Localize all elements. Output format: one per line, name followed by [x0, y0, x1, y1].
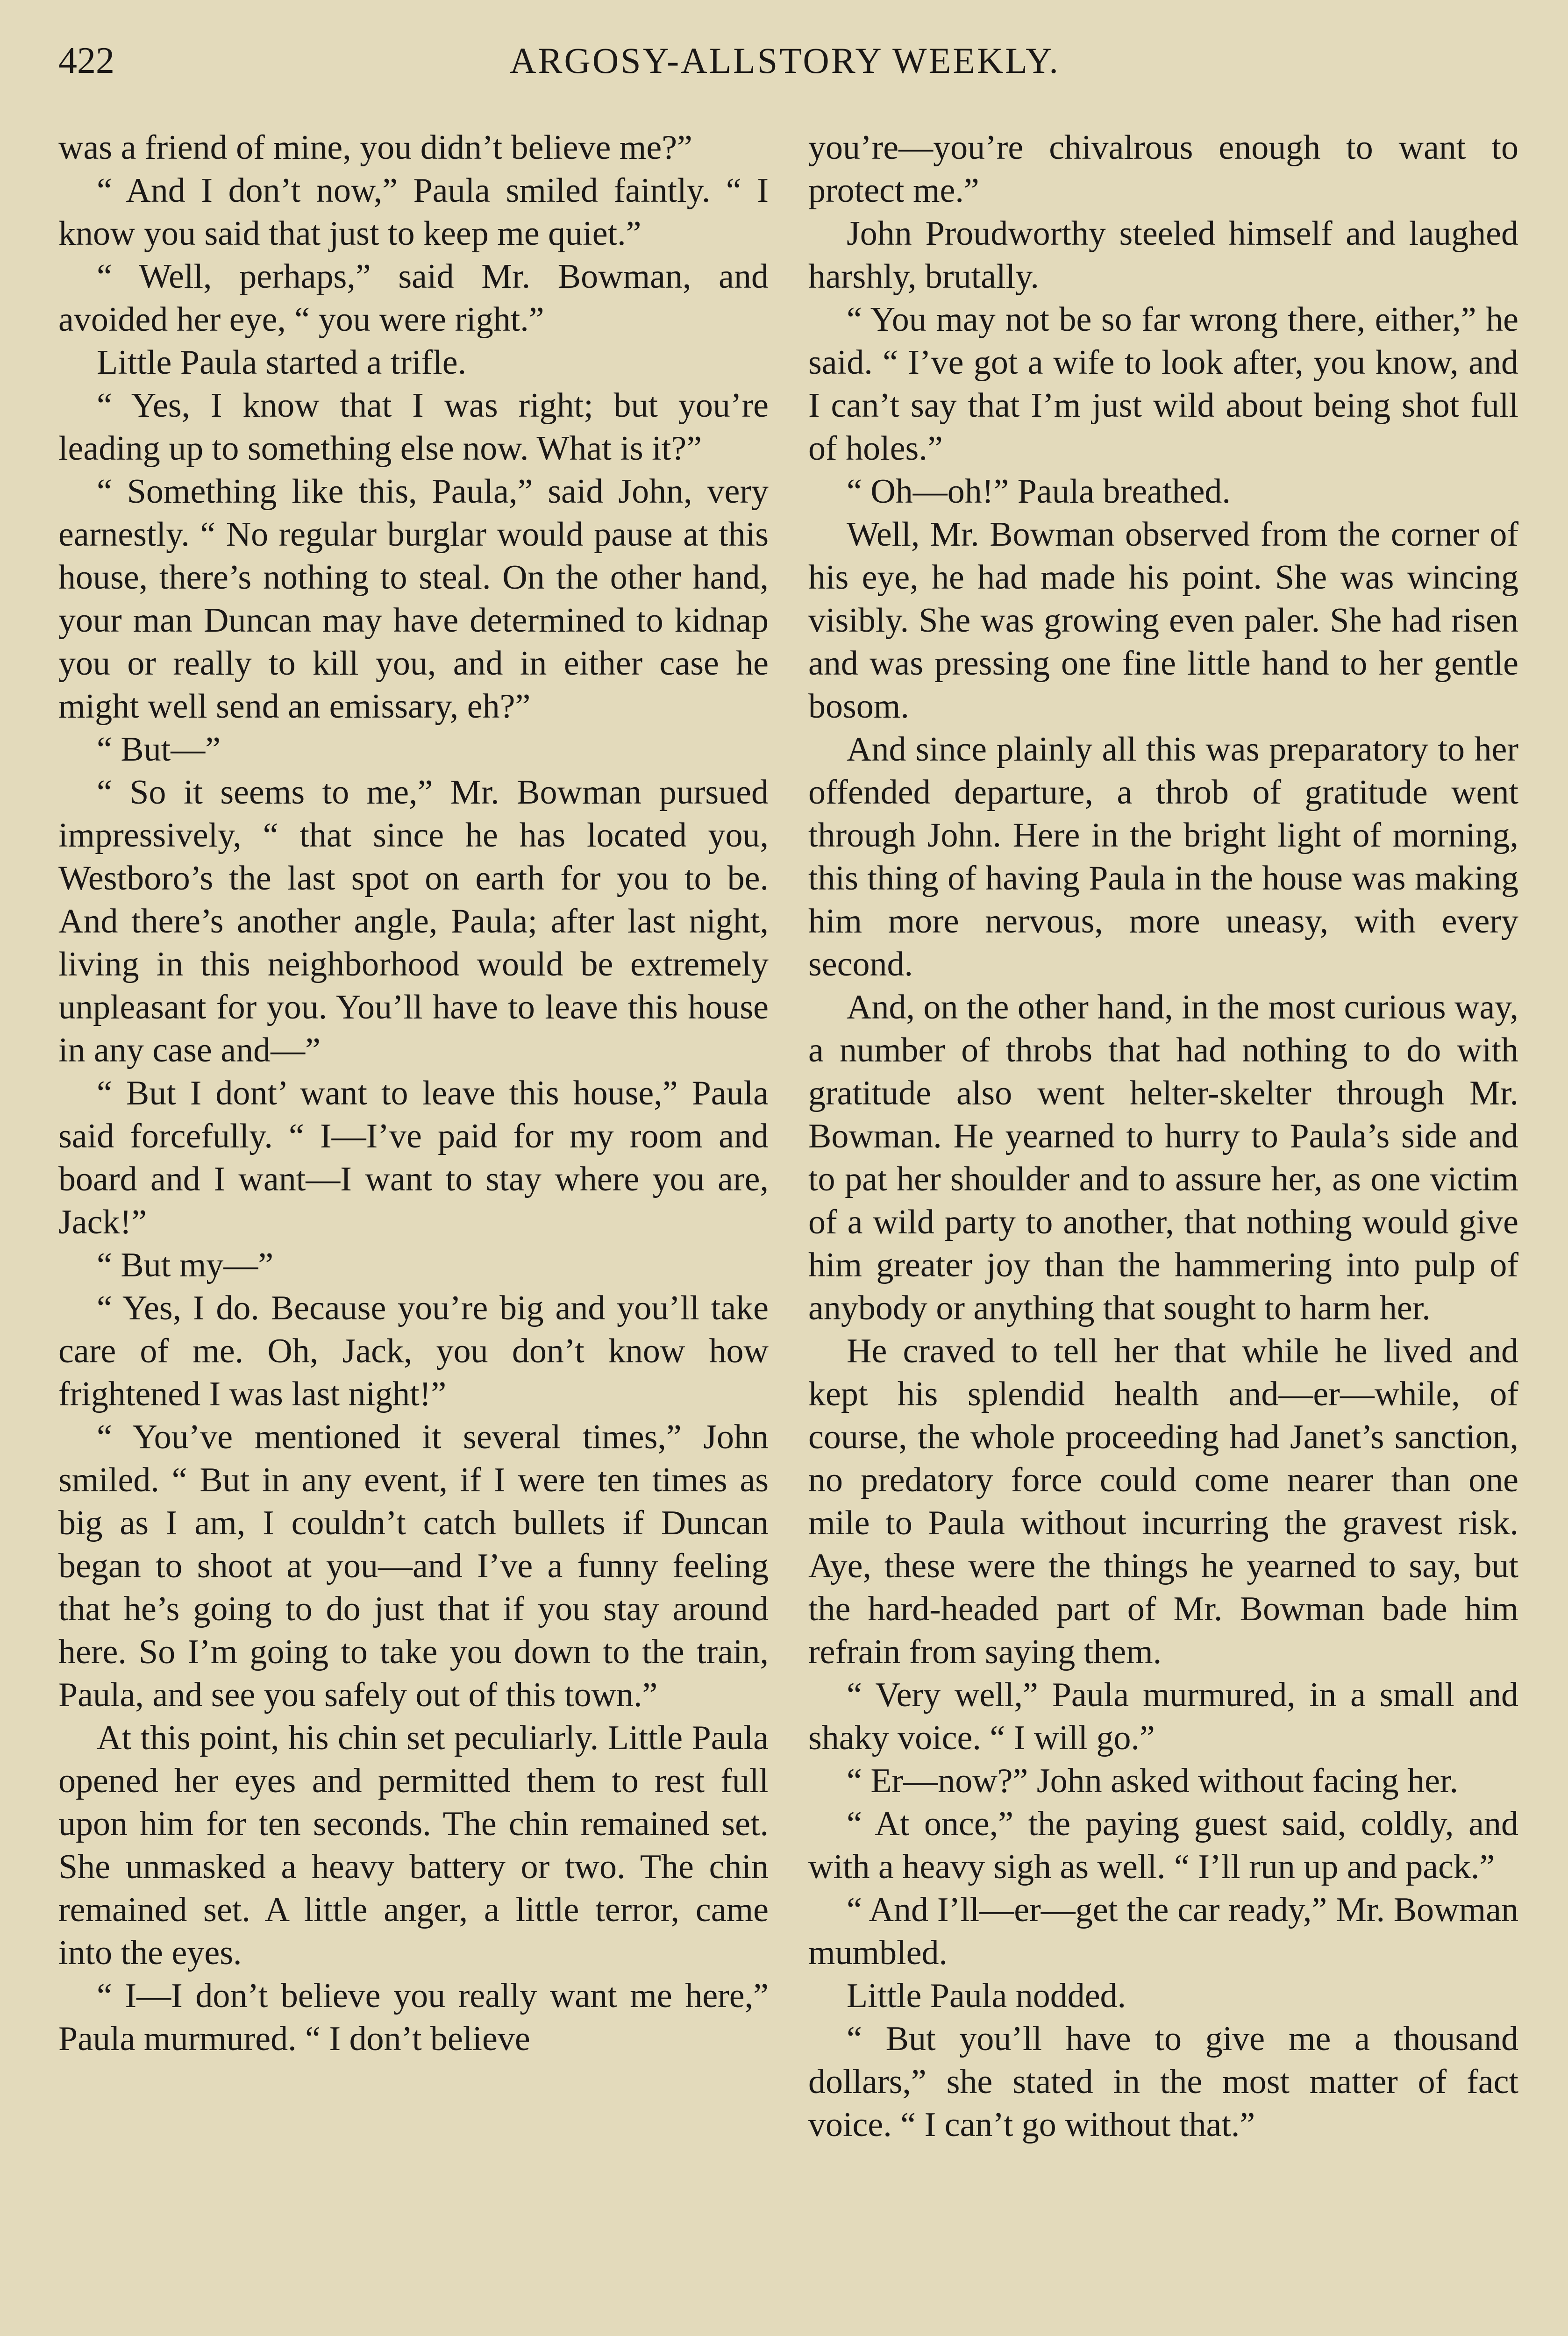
- paragraph: “ Well, perhaps,” said Mr. Bowman, and avoided her eye, “ you were right.”: [58, 257, 769, 339]
- paragraph: Little Paula started a trifle.: [97, 343, 467, 382]
- paragraph: “ And I don’t now,” Paula smiled faintly. “ I know you said that just to keep me quiet.”: [58, 171, 769, 253]
- paragraph: “ Yes, I know that I was right; but you’re leading up to something else now. What is it?”: [58, 386, 769, 468]
- paragraph: Little Paula nodded.: [847, 1977, 1126, 2015]
- paragraph: At this point, his chin set peculiarly. Little Paula opened her eyes and permitted them to rest full upon him for ten seconds. The chin remained set. She unmasked a heavy battery or two. The chin remained set. A little anger, a little terror, came into the eyes.: [58, 1719, 769, 1972]
- paragraph: was a friend of mine, you didn’t believe me?”: [58, 128, 692, 167]
- running-head: ARGOSY-ALLSTORY WEEKLY.: [510, 40, 1060, 81]
- paragraph: And since plainly all this was preparatory to her offended departure, a throb of gratitude went through John. Here in the bright light of morning, this thing of having Paula in the house was making him more nervous, more uneasy, with every second.: [808, 730, 1518, 983]
- paragraph: “ Something like this, Paula,” said John, very earnestly. “ No regular burglar would pause at this house, there’s nothing to steal. On the other hand, your man Duncan may have determined to kidnap you or really to kill you, and in either case he might well send an emissary, eh?”: [58, 472, 769, 726]
- paragraph: “ Oh—oh!” Paula breathed.: [847, 472, 1231, 511]
- paragraph: “ Yes, I do. Because you’re big and you’ll take care of me. Oh, Jack, you don’t know how frightened I was last night!”: [58, 1289, 769, 1413]
- paragraph: “ So it seems to me,” Mr. Bowman pursued impressively, “ that since he has located you, Westboro’s the last spot on earth for you to be. And there’s another angle, Paula; after last night, living in this neighborhood would be extremely unpleasant for you. You’ll have to leave this house in any case and—”: [58, 773, 769, 1069]
- paragraph: “ You may not be so far wrong there, either,” he said. “ I’ve got a wife to look after, you know, and I can’t say that I’m just wild about being shot full of holes.”: [808, 300, 1518, 468]
- paragraph: “ And I’ll—er—get the car ready,” Mr. Bowman mumbled.: [808, 1891, 1518, 1972]
- text-column-left: [58, 126, 769, 2336]
- paragraph: “ But my—”: [97, 1246, 274, 1284]
- page-header: [58, 33, 1511, 98]
- paragraph: “ Er—now?” John asked without facing her.: [847, 1762, 1459, 1800]
- paragraph: He craved to tell her that while he lived and kept his splendid health and—er—while, of course, the whole proceeding had Janet’s sanction, no predatory force could come nearer than one mile to Paula without incurring the gravest risk. Aye, these were the things he yearned to say, but the hard-headed part of Mr. Bowman bade him refrain from saying them.: [808, 1332, 1518, 1671]
- paragraph: “ At once,” the paying guest said, coldly, and with a heavy sigh as well. “ I’ll run up and pack.”: [808, 1805, 1518, 1886]
- paragraph: “ Very well,” Paula murmured, in a small and shaky voice. “ I will go.”: [808, 1676, 1518, 1757]
- text-column-right: [808, 126, 1518, 2336]
- paragraph: “ You’ve mentioned it several times,” John smiled. “ But in any event, if I were ten times as big as I am, I couldn’t catch bullets if Duncan began to shoot at you—and I’ve a funny feeling that he’s going to do just that if you stay around here. So I’m going to take you down to the train, Paula, and see you safely out of this town.”: [58, 1418, 769, 1714]
- paragraph: you’re—you’re chivalrous enough to want to protect me.”: [808, 128, 1518, 210]
- page-number: 422: [58, 40, 114, 81]
- paragraph: And, on the other hand, in the most curious way, a number of throbs that had nothing to do with gratitude also went helter-skelter through Mr. Bowman. He yearned to hurry to Paula’s side and to pat her shoulder and to assure her, as one victim of a wild party to another, that nothing would give him greater joy than the hammering into pulp of anybody or anything that sought to harm her.: [808, 988, 1518, 1327]
- paragraph: “ But I dont’ want to leave this house,” Paula said forcefully. “ I—I’ve paid for my room and board and I want—I want to stay where you are, Jack!”: [58, 1074, 769, 1241]
- paragraph: “ But—”: [97, 730, 221, 769]
- paragraph: “ I—I don’t believe you really want me here,” Paula murmured. “ I don’t believe: [58, 1977, 769, 2058]
- paragraph: Well, Mr. Bowman observed from the corner of his eye, he had made his point. She was wincing visibly. She was growing even paler. She had risen and was pressing one fine little hand to her gentle bosom.: [808, 515, 1518, 726]
- paragraph: “ But you’ll have to give me a thousand dollars,” she stated in the most matter of fact voice. “ I can’t go without that.”: [808, 2020, 1518, 2144]
- paragraph: John Proudworthy steeled himself and laughed harshly, brutally.: [808, 214, 1518, 296]
